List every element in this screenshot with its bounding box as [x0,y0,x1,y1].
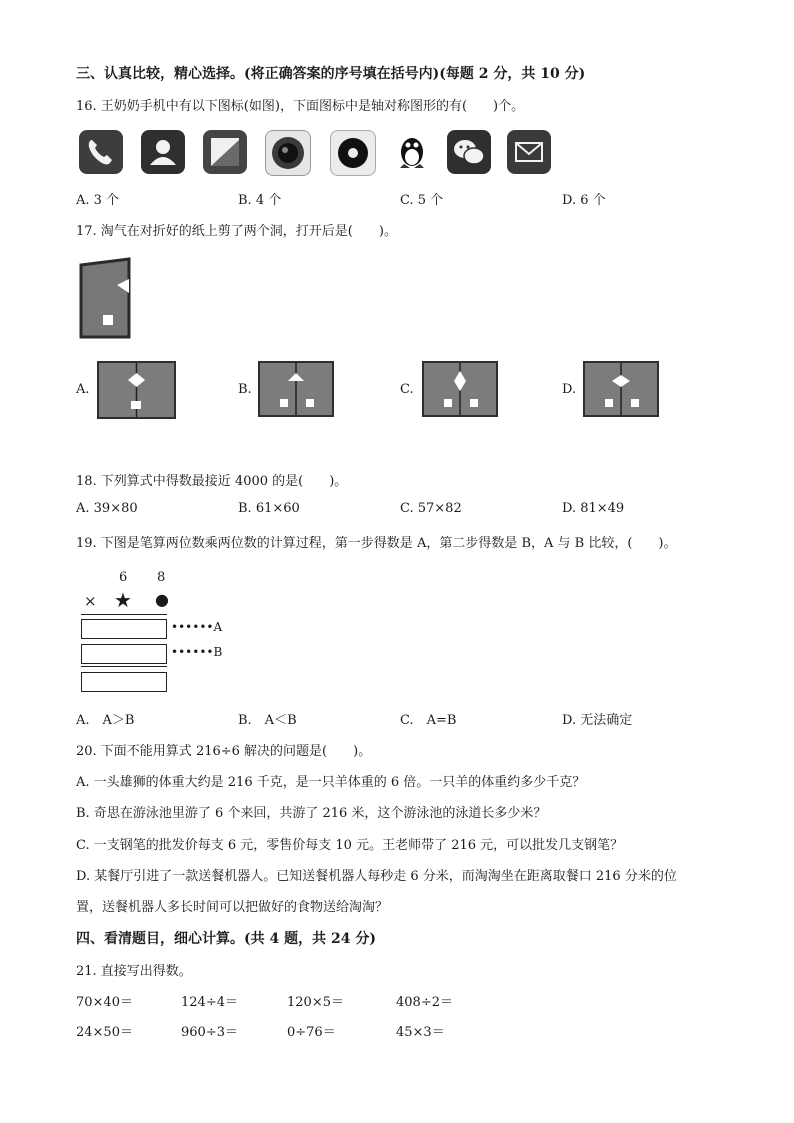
q17-stem: 17. 淘气在对折好的纸上剪了两个洞，打开后是( )。 [76,224,397,239]
q21-item-8: 45×3＝ [396,1025,445,1040]
q17-option-c-figure [422,361,498,417]
star-symbol: ★ [114,588,132,612]
q16-option-c: C. 5 个 [400,193,444,208]
q19-result-box [81,672,167,692]
q19-option-c: C. A=B [400,713,457,728]
wechat-icon [447,130,491,174]
q20-option-c: C. 一支钢笔的批发价每支 6 元，零售价每支 10 元。王老师带了 216 元，可以批发几支钢笔？ [76,838,624,853]
q18-option-d: D. 81×49 [562,501,625,516]
q19-label-b: ••••••B [171,645,223,659]
contact-icon [141,130,185,174]
q19-step-b-box [81,644,167,664]
q17-label-b: B. [238,382,252,397]
q17-label-d: D. [562,382,577,397]
q16-stem: 16. 王奶奶手机中有以下图标(如图)，下面图标中是轴对称图形的有( )个。 [76,99,525,114]
q19-digit-8: 8 [157,570,166,585]
record-icon [330,130,376,176]
q16-option-a: A. 3 个 [76,193,120,208]
q19-stem: 19. 下图是笔算两位数乘两位数的计算过程，第一步得数是 A，第二步得数是 B，A 与 B 比较，( )。 [76,536,677,551]
q19-digit-6: 6 [119,570,128,585]
q17-option-a-figure [97,361,176,419]
mail-icon [507,130,551,174]
q21-item-7: 0÷76＝ [287,1025,336,1040]
q19-times-sign: × [84,592,97,610]
q20-option-a: A. 一头雄狮的体重大约是 216 千克，是一只羊体重的 6 倍。一只羊的体重约多少千克？ [76,775,586,790]
q18-option-a: A. 39×80 [76,501,138,516]
q20-option-d-line2: 置，送餐机器人多长时间可以把做好的食物送给淘淘？ [76,900,389,915]
q20-stem: 20. 下面不能用算式 216÷6 解决的问题是( )。 [76,744,372,759]
q18-option-c: C. 57×82 [400,501,462,516]
section-3-heading: 三、认真比较，精心选择。(将正确答案的序号填在括号内)(每题 2 分，共 10 分) [76,66,586,82]
q21-item-4: 408÷2＝ [396,995,453,1010]
q18-option-b: B. 61×60 [238,501,300,516]
q19-label-a: ••••••A [171,620,223,634]
phone-icon [79,130,123,174]
folded-paper-figure [79,257,133,339]
q21-item-6: 960÷3＝ [181,1025,238,1040]
q20-option-b: B. 奇思在游泳池里游了 6 个来回，共游了 216 米，这个游泳池的泳道长多少米？ [76,806,547,821]
q17-label-c: C. [400,382,414,397]
section-4-heading: 四、看清题目，细心计算。(共 4 题，共 24 分) [76,931,376,947]
q19-option-b: B. A＜B [238,713,297,728]
q19-option-a: A. A＞B [76,713,135,728]
q21-item-5: 24×50＝ [76,1025,133,1040]
q19-multiply-line [81,614,167,615]
q21-item-3: 120×5＝ [287,995,344,1010]
q16-option-b: B. 4 个 [238,193,282,208]
q16-option-d: D. 6 个 [562,193,606,208]
q19-sum-line [81,666,167,667]
q21-item-2: 124÷4＝ [181,995,238,1010]
q21-item-1: 70×40＝ [76,995,133,1010]
camera-icon [265,130,311,176]
q21-stem: 21. 直接写出得数。 [76,964,192,979]
q20-option-d-line1: D. 某餐厅引进了一款送餐机器人。已知送餐机器人每秒走 6 分米，而淘淘坐在距离取餐口 216 分米的位 [76,869,677,884]
q17-label-a: A. [76,382,90,397]
q19-step-a-box [81,619,167,639]
photo-icon [203,130,247,174]
q17-option-d-figure [583,361,659,417]
dot-symbol: ● [155,590,169,609]
qq-penguin-icon [390,130,434,174]
q17-option-b-figure [258,361,334,417]
q18-stem: 18. 下列算式中得数最接近 4000 的是( )。 [76,474,348,489]
q19-option-d: D. 无法确定 [562,713,633,728]
